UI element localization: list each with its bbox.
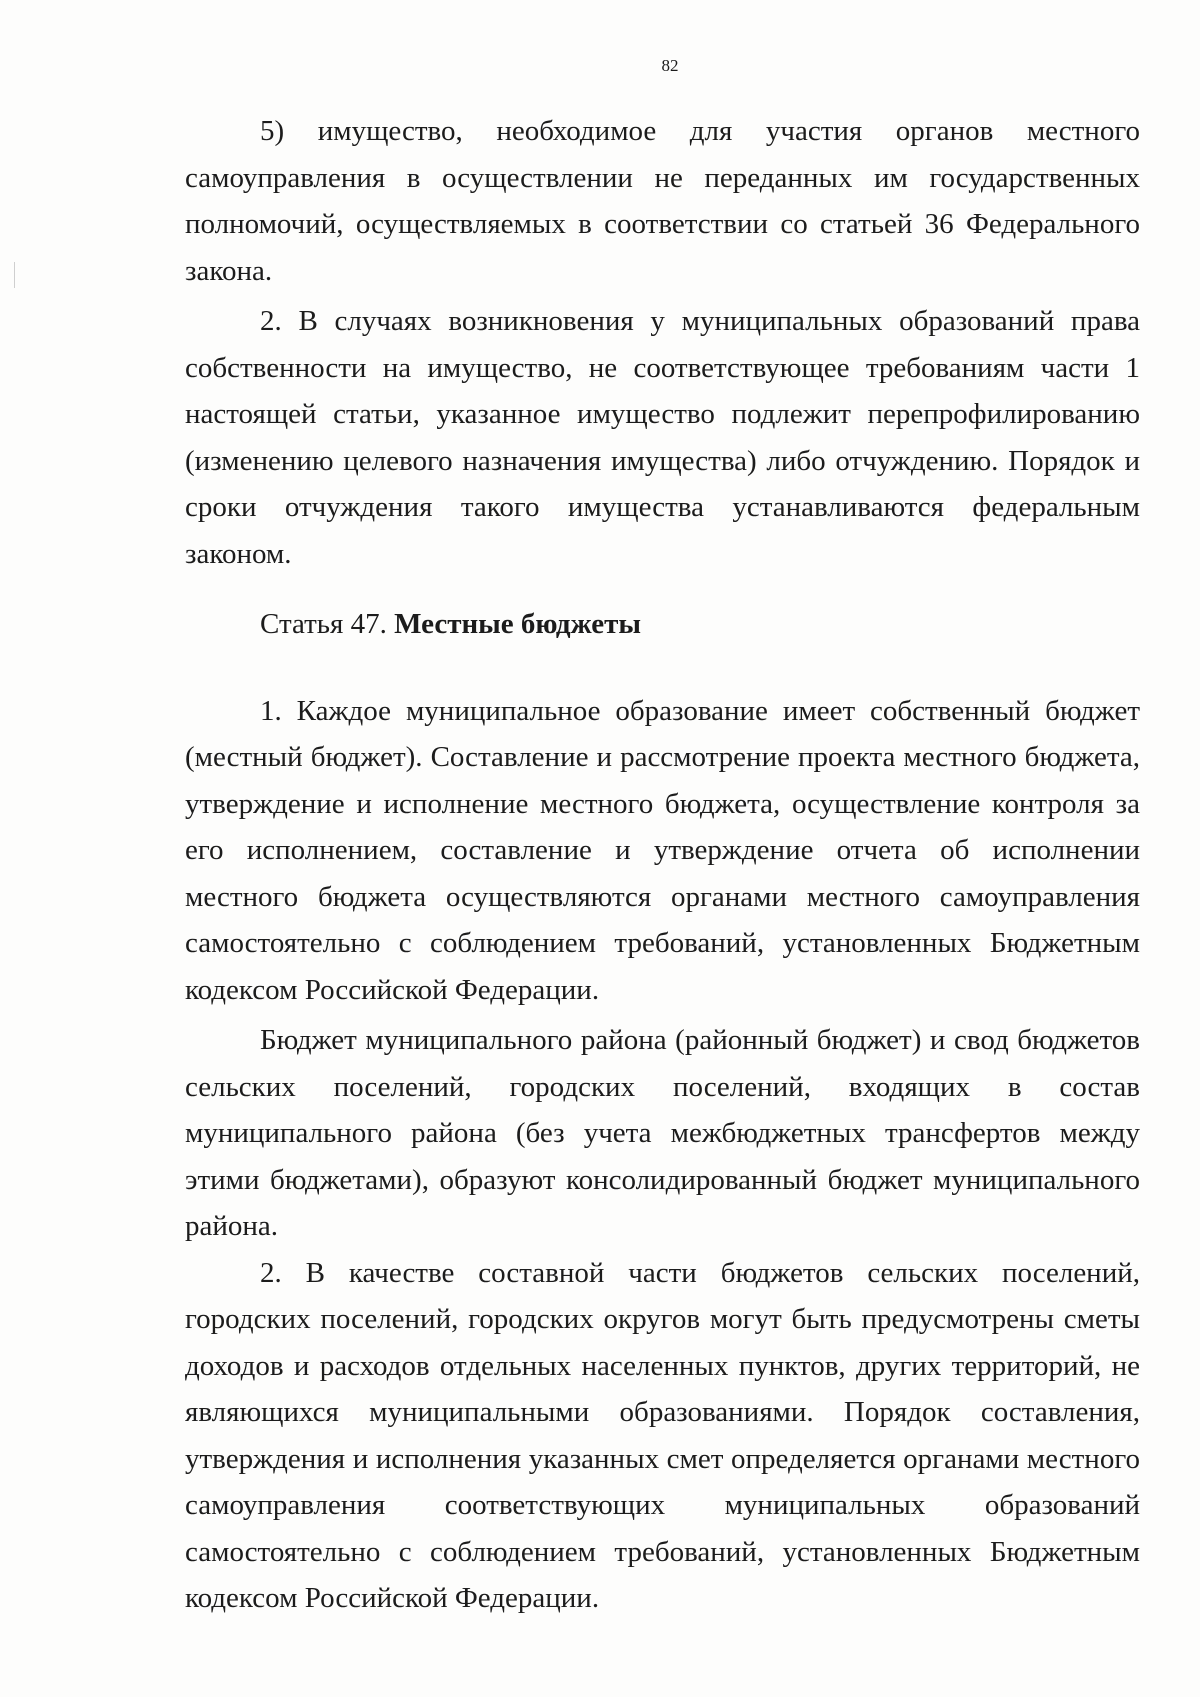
paragraph-item-5: 5) имущество, необходимое для участия органов местного самоуправления в осуществлении не переданных им государственных полномочий, осуществляемых в соответствии со статьей 36 Федерального закона. bbox=[185, 115, 1140, 287]
paragraph-part-2-estimates: 2. В качестве составной части бюджетов сельских поселений, городских поселений, городских округов могут быть предусмотрены сметы доходов и расходов отдельных населенных пунктов, других территорий, не являющихся муниципальными образованиями. Порядок составления, утверждения и исполнения указанных смет определяется органами местного самоуправления соответствующих муниципальных образований самостоятельно с соблюдением требований, установленных Бюджетным кодексом Российской Федерации. bbox=[185, 1256, 1140, 1614]
article-title: Местные бюджеты bbox=[394, 608, 641, 640]
article-heading bbox=[185, 601, 1140, 648]
page-number: 82 bbox=[661, 56, 679, 75]
paragraph-part-2: 2. В случаях возникновения у муниципальных образований права собственности на имущество, не соответствующее требованиям части 1 настоящей статьи, указанное имущество подлежит перепрофилированию (изменению целевого назначения имущества) либо отчуждению. Порядок и сроки отчуждения такого имущества устанавливаются федеральным законом. bbox=[185, 305, 1140, 570]
paragraph-consolidated-budget: Бюджет муниципального района (районный бюджет) и свод бюджетов сельских поселений, городских поселений, входящих в состав муниципального района (без учета межбюджетных трансфертов между этими бюджетами), образуют консолидированный бюджет муниципального района. bbox=[185, 1024, 1140, 1242]
scan-artifact bbox=[14, 262, 15, 288]
article-number: Статья 47. bbox=[260, 608, 395, 640]
paragraph-part-1: 1. Каждое муниципальное образование имеет собственный бюджет (местный бюджет). Составление и рассмотрение проекта местного бюджета, утверждение и исполнение местного бюджета, осуществление контроля за его исполнением, составление и утверждение отчета об исполнении местного бюджета осуществляются органами местного самоуправления самостоятельно с соблюдением требований, установленных Бюджетным кодексом Российской Федерации. bbox=[185, 694, 1140, 1006]
document-body bbox=[185, 108, 1140, 1622]
